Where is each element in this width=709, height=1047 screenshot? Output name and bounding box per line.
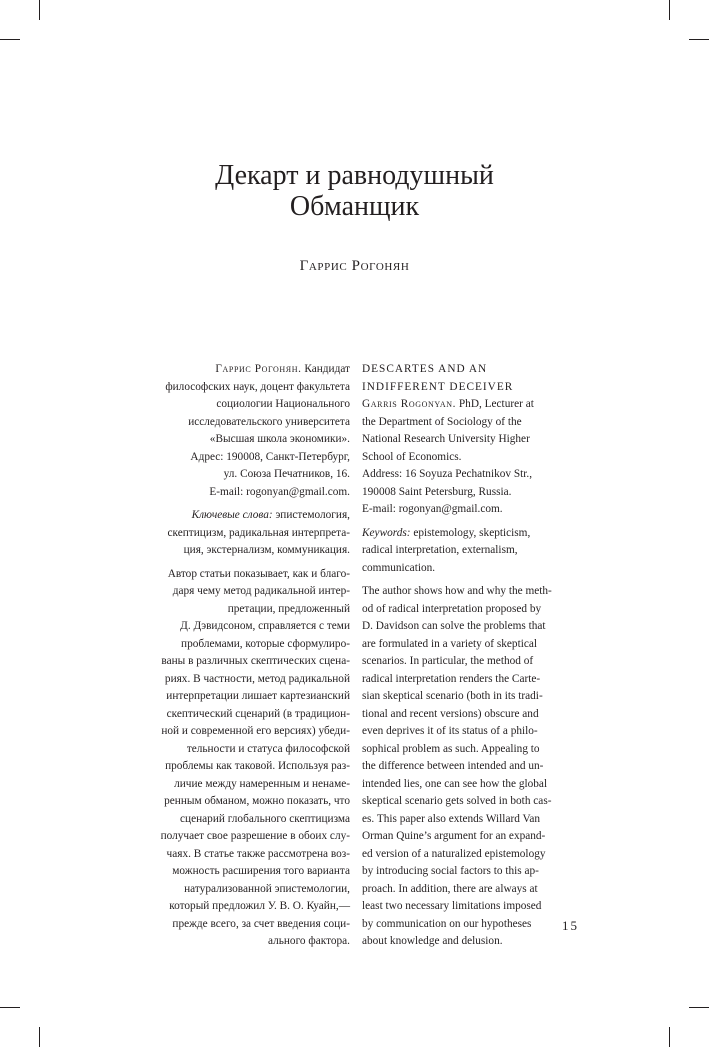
english-abstract-line: proach. In addition, there are always at <box>362 882 538 895</box>
english-abstract-line: tional and recent versions) obscure and <box>362 707 539 720</box>
english-title-line: DESCARTES AND AN <box>362 363 488 375</box>
article-author: Гаррис Рогонян <box>299 258 410 274</box>
english-abstract-line: are formulated in a variety of skeptical <box>362 637 538 650</box>
russian-abstract-line: чаях. В статье также рассмотрена воз- <box>166 847 350 860</box>
russian-abstract-line: ной и современной его версиях) убеди- <box>161 725 350 737</box>
english-keywords <box>362 525 577 578</box>
russian-abstract-line: риях. В частности, метод радикальной <box>164 672 350 685</box>
russian-bio-line: социологии Национального <box>216 398 350 410</box>
russian-bio-line: Адрес: 190008, Санкт-Петербург, <box>190 450 350 463</box>
russian-abstract-line: личие между намеренным и ненаме- <box>174 777 350 790</box>
english-keywords-line: radical interpretation, externalism, <box>362 544 518 556</box>
english-abstract-line: D. Davidson can solve the problems that <box>362 620 546 632</box>
english-keywords-line <box>362 525 577 543</box>
english-abstract-line: least two necessary limitations imposed <box>362 900 542 912</box>
english-abstract-line: sophical problem as such. Appealing to <box>362 742 540 755</box>
english-abstract-line: es. This paper also extends Willard Van <box>362 812 541 825</box>
english-keywords-line: communication. <box>362 561 436 574</box>
english-keywords-label: Keywords: <box>362 526 411 539</box>
russian-bio-line: E-mail: rogonyan@gmail.com. <box>209 485 350 498</box>
english-abstract-line: even deprives it of its status of a philo- <box>362 725 538 737</box>
english-abstract-line: skeptical scenario gets solved in both cas- <box>362 795 552 807</box>
russian-abstract-line: прежде всего, за счет введения соци- <box>172 917 350 930</box>
english-abstract-line: The author shows how and why the meth- <box>362 585 552 597</box>
crop-mark-bottom-right-vertical <box>669 1027 670 1047</box>
russian-keywords-line: скептицизм, радикальная интерпрета- <box>167 526 350 539</box>
russian-bio-line <box>138 361 350 379</box>
russian-keywords <box>138 507 350 560</box>
russian-abstract-line: натурализованной эпистемологии, <box>184 882 350 895</box>
article-title <box>0 160 709 222</box>
english-abstract-line: by introducing social factors to this ap- <box>362 865 539 877</box>
russian-abstract <box>138 566 350 951</box>
russian-abstract-line: ального фактора. <box>267 935 350 947</box>
english-bio-line <box>362 396 577 414</box>
english-abstract-line: by communication on our hypotheses <box>362 917 532 930</box>
english-abstract-line: intended lies, one can see how the global <box>362 777 548 790</box>
english-abstract-line: sian skeptical scenario (both in its tradi- <box>362 690 543 702</box>
crop-mark-top-right-horizontal <box>689 39 709 40</box>
english-title <box>362 361 577 396</box>
russian-keywords-text: эпистемология, <box>275 509 350 521</box>
russian-bio-line: философских наук, доцент факультета <box>165 380 350 393</box>
russian-abstract-line: Автор статьи показывает, как и благо- <box>167 567 350 580</box>
page-number: 15 <box>562 918 579 933</box>
russian-abstract-line: тельности и статуса философской <box>186 742 350 755</box>
russian-keywords-line: ция, экстернализм, коммуникация. <box>183 544 350 556</box>
english-abstract-line: scenarios. In particular, the method of <box>362 655 534 667</box>
russian-abstract-line: получает свое разрешение в обоих слу- <box>160 830 350 842</box>
russian-author-bio <box>138 361 350 501</box>
russian-abstract-line: интерпретации лишает картезианский <box>166 690 350 702</box>
russian-bio-name: Гаррис Рогонян. <box>215 363 302 375</box>
english-author-bio <box>362 396 577 519</box>
english-abstract-line: about knowledge and delusion. <box>362 935 503 947</box>
english-abstract-line: od of radical interpretation proposed by <box>362 602 542 615</box>
english-column <box>362 361 577 951</box>
english-abstract-line: ed version of a naturalized epistemology <box>362 847 546 860</box>
russian-keywords-label: Ключевые слова: <box>191 509 273 521</box>
russian-bio-line: исследовательского университета <box>188 415 350 428</box>
russian-bio-text: Кандидат <box>304 363 350 375</box>
english-keywords-text: epistemology, skepticism, <box>413 526 531 539</box>
crop-mark-top-right-vertical <box>669 0 670 20</box>
crop-mark-bottom-left-horizontal <box>0 1007 20 1008</box>
english-bio-name: Garris Rogonyan. <box>362 398 457 410</box>
english-abstract-line: radical interpretation renders the Carte- <box>362 672 541 685</box>
english-abstract-line: the difference between intended and un- <box>362 760 544 772</box>
article-title-line-2: Обманщик <box>289 191 420 222</box>
russian-abstract-line: ваны в различных скептических сцена- <box>161 655 350 667</box>
russian-abstract-line: претации, предложенный <box>227 602 350 615</box>
russian-abstract-line: скептический сценарий (в традицион- <box>166 707 350 720</box>
crop-mark-top-left-vertical <box>39 0 40 20</box>
english-abstract <box>362 583 577 951</box>
english-bio-line: 190008 Saint Petersburg, Russia. <box>362 485 512 498</box>
russian-bio-line: ул. Союза Печатников, 16. <box>223 468 350 480</box>
english-bio-line: the Department of Sociology of the <box>362 415 522 428</box>
russian-abstract-line: даря чему метод радикальной интер- <box>172 585 350 597</box>
crop-mark-bottom-left-vertical <box>39 1027 40 1047</box>
english-bio-line: School of Economics. <box>362 450 462 463</box>
russian-abstract-line: Д. Дэвидсоном, справляется с теми <box>180 620 350 632</box>
russian-column <box>138 361 350 951</box>
russian-bio-line: «Высшая школа экономики». <box>209 433 350 445</box>
article-title-line-1: Декарт и равнодушный <box>215 160 494 191</box>
russian-keywords-line <box>138 507 350 525</box>
russian-abstract-line: ренным обманом, можно показать, что <box>164 795 350 807</box>
russian-abstract-line: сценарий глобального скептицизма <box>180 812 350 825</box>
crop-mark-bottom-right-horizontal <box>689 1007 709 1008</box>
english-bio-line: National Research University Higher <box>362 433 530 445</box>
english-bio-line: Address: 16 Soyuza Pechatnikov Str., <box>362 468 533 480</box>
crop-mark-top-left-horizontal <box>0 39 20 40</box>
english-bio-line: E-mail: rogonyan@gmail.com. <box>362 503 503 515</box>
english-title-line: INDIFFERENT DECEIVER <box>362 380 514 393</box>
russian-abstract-line: проблемы как таковой. Используя раз- <box>165 760 350 772</box>
english-bio-text: PhD, Lecturer at <box>458 398 534 410</box>
english-abstract-line: Orman Quine’s argument for an expand- <box>362 830 546 842</box>
russian-abstract-line: можность расширения того варианта <box>172 865 350 877</box>
russian-abstract-line: проблемами, которые сформулиро- <box>181 637 350 650</box>
russian-abstract-line: который предложил У. В. О. Куайн,— <box>169 900 350 912</box>
